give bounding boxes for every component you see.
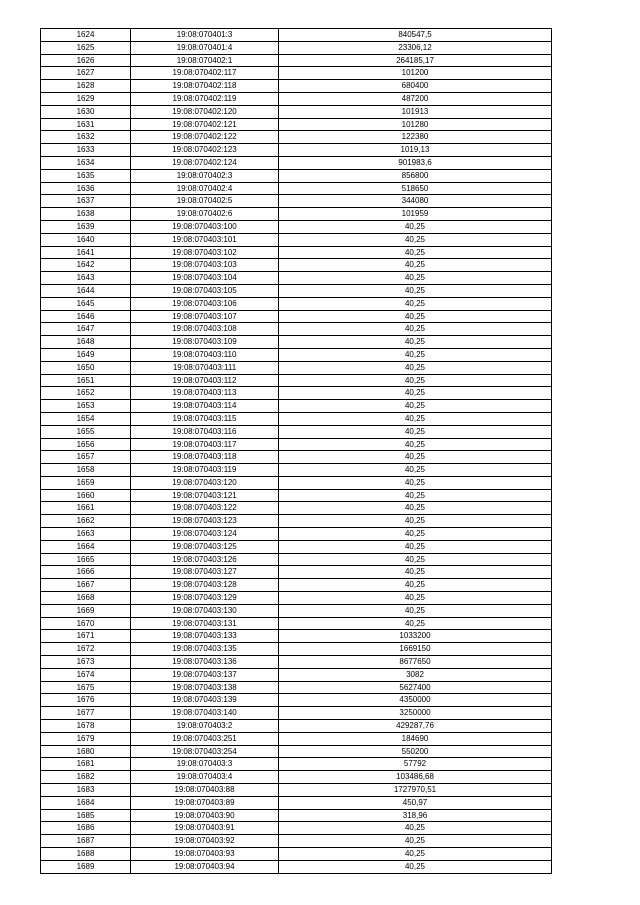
value-cell: 40,25 bbox=[279, 233, 552, 246]
cadastral-number-cell: 19:08:070402:117 bbox=[131, 67, 279, 80]
table-row bbox=[41, 732, 552, 745]
value-cell: 57792 bbox=[279, 758, 552, 771]
row-number-cell: 1673 bbox=[41, 656, 131, 669]
table-row bbox=[41, 156, 552, 169]
table-row bbox=[41, 771, 552, 784]
table-row bbox=[41, 707, 552, 720]
cadastral-number-cell: 19:08:070403:110 bbox=[131, 348, 279, 361]
row-number-cell: 1626 bbox=[41, 54, 131, 67]
table-row bbox=[41, 464, 552, 477]
cadastral-number-cell: 19:08:070403:90 bbox=[131, 809, 279, 822]
value-cell: 680400 bbox=[279, 80, 552, 93]
cadastral-number-cell: 19:08:070403:105 bbox=[131, 284, 279, 297]
row-number-cell: 1686 bbox=[41, 822, 131, 835]
value-cell: 40,25 bbox=[279, 489, 552, 502]
cadastral-number-cell: 19:08:070402:120 bbox=[131, 105, 279, 118]
cadastral-number-cell: 19:08:070403:2 bbox=[131, 720, 279, 733]
cadastral-number-cell: 19:08:070403:92 bbox=[131, 835, 279, 848]
value-cell: 344080 bbox=[279, 195, 552, 208]
row-number-cell: 1667 bbox=[41, 579, 131, 592]
table-row bbox=[41, 233, 552, 246]
value-cell: 40,25 bbox=[279, 617, 552, 630]
cadastral-number-cell: 19:08:070403:111 bbox=[131, 361, 279, 374]
row-number-cell: 1640 bbox=[41, 233, 131, 246]
value-cell: 40,25 bbox=[279, 425, 552, 438]
table-row bbox=[41, 336, 552, 349]
row-number-cell: 1636 bbox=[41, 182, 131, 195]
cadastral-number-cell: 19:08:070403:3 bbox=[131, 758, 279, 771]
row-number-cell: 1681 bbox=[41, 758, 131, 771]
table-row bbox=[41, 284, 552, 297]
row-number-cell: 1687 bbox=[41, 835, 131, 848]
table-row bbox=[41, 310, 552, 323]
cadastral-number-cell: 19:08:070402:1 bbox=[131, 54, 279, 67]
value-cell: 40,25 bbox=[279, 348, 552, 361]
row-number-cell: 1655 bbox=[41, 425, 131, 438]
cadastral-number-cell: 19:08:070403:130 bbox=[131, 604, 279, 617]
row-number-cell: 1651 bbox=[41, 374, 131, 387]
value-cell: 840547,5 bbox=[279, 29, 552, 42]
cadastral-number-cell: 19:08:070403:100 bbox=[131, 220, 279, 233]
table-row bbox=[41, 259, 552, 272]
table-row bbox=[41, 144, 552, 157]
table-row bbox=[41, 502, 552, 515]
table-row bbox=[41, 668, 552, 681]
row-number-cell: 1680 bbox=[41, 745, 131, 758]
row-number-cell: 1684 bbox=[41, 796, 131, 809]
cadastral-number-cell: 19:08:070403:138 bbox=[131, 681, 279, 694]
cadastral-number-cell: 19:08:070403:93 bbox=[131, 848, 279, 861]
row-number-cell: 1679 bbox=[41, 732, 131, 745]
cadastral-number-cell: 19:08:070402:118 bbox=[131, 80, 279, 93]
table-row bbox=[41, 617, 552, 630]
cadastral-number-cell: 19:08:070402:124 bbox=[131, 156, 279, 169]
value-cell: 450,97 bbox=[279, 796, 552, 809]
value-cell: 40,25 bbox=[279, 566, 552, 579]
row-number-cell: 1641 bbox=[41, 246, 131, 259]
value-cell: 40,25 bbox=[279, 361, 552, 374]
cadastral-number-cell: 19:08:070403:254 bbox=[131, 745, 279, 758]
cadastral-number-cell: 19:08:070403:140 bbox=[131, 707, 279, 720]
row-number-cell: 1653 bbox=[41, 400, 131, 413]
table-row bbox=[41, 604, 552, 617]
cadastral-number-cell: 19:08:070403:113 bbox=[131, 387, 279, 400]
table-row bbox=[41, 29, 552, 42]
cadastral-number-cell: 19:08:070403:127 bbox=[131, 566, 279, 579]
table-row bbox=[41, 118, 552, 131]
table-row bbox=[41, 361, 552, 374]
row-number-cell: 1669 bbox=[41, 604, 131, 617]
row-number-cell: 1677 bbox=[41, 707, 131, 720]
value-cell: 40,25 bbox=[279, 336, 552, 349]
cadastral-number-cell: 19:08:070403:4 bbox=[131, 771, 279, 784]
table-row bbox=[41, 643, 552, 656]
row-number-cell: 1682 bbox=[41, 771, 131, 784]
cadastral-number-cell: 19:08:070403:126 bbox=[131, 553, 279, 566]
cadastral-number-cell: 19:08:070402:5 bbox=[131, 195, 279, 208]
table-row bbox=[41, 579, 552, 592]
table-row bbox=[41, 745, 552, 758]
cadastral-number-cell: 19:08:070402:119 bbox=[131, 92, 279, 105]
row-number-cell: 1646 bbox=[41, 310, 131, 323]
table-row bbox=[41, 694, 552, 707]
table-row bbox=[41, 848, 552, 861]
value-cell: 40,25 bbox=[279, 579, 552, 592]
value-cell: 550200 bbox=[279, 745, 552, 758]
table-row bbox=[41, 67, 552, 80]
value-cell: 856800 bbox=[279, 169, 552, 182]
table-row bbox=[41, 796, 552, 809]
row-number-cell: 1628 bbox=[41, 80, 131, 93]
row-number-cell: 1649 bbox=[41, 348, 131, 361]
row-number-cell: 1645 bbox=[41, 297, 131, 310]
value-cell: 101913 bbox=[279, 105, 552, 118]
cadastral-number-cell: 19:08:070403:118 bbox=[131, 451, 279, 464]
value-cell: 8677650 bbox=[279, 656, 552, 669]
row-number-cell: 1663 bbox=[41, 528, 131, 541]
value-cell: 40,25 bbox=[279, 246, 552, 259]
value-cell: 101200 bbox=[279, 67, 552, 80]
table-row bbox=[41, 169, 552, 182]
value-cell: 40,25 bbox=[279, 515, 552, 528]
row-number-cell: 1670 bbox=[41, 617, 131, 630]
value-cell: 103486,68 bbox=[279, 771, 552, 784]
table-row bbox=[41, 400, 552, 413]
cadastral-number-cell: 19:08:070403:115 bbox=[131, 412, 279, 425]
table-row bbox=[41, 80, 552, 93]
table-row bbox=[41, 822, 552, 835]
row-number-cell: 1665 bbox=[41, 553, 131, 566]
cadastral-number-cell: 19:08:070403:133 bbox=[131, 630, 279, 643]
value-cell: 122380 bbox=[279, 131, 552, 144]
cadastral-number-cell: 19:08:070403:112 bbox=[131, 374, 279, 387]
cadastral-number-cell: 19:08:070402:123 bbox=[131, 144, 279, 157]
cadastral-number-cell: 19:08:070402:3 bbox=[131, 169, 279, 182]
row-number-cell: 1685 bbox=[41, 809, 131, 822]
value-cell: 1669150 bbox=[279, 643, 552, 656]
table-row bbox=[41, 515, 552, 528]
row-number-cell: 1630 bbox=[41, 105, 131, 118]
cadastral-number-cell: 19:08:070403:114 bbox=[131, 400, 279, 413]
row-number-cell: 1627 bbox=[41, 67, 131, 80]
table-row bbox=[41, 246, 552, 259]
table-row bbox=[41, 553, 552, 566]
cadastral-number-cell: 19:08:070403:103 bbox=[131, 259, 279, 272]
table-row bbox=[41, 323, 552, 336]
cadastral-number-cell: 19:08:070403:123 bbox=[131, 515, 279, 528]
row-number-cell: 1656 bbox=[41, 438, 131, 451]
value-cell: 40,25 bbox=[279, 323, 552, 336]
row-number-cell: 1662 bbox=[41, 515, 131, 528]
value-cell: 40,25 bbox=[279, 220, 552, 233]
row-number-cell: 1624 bbox=[41, 29, 131, 42]
row-number-cell: 1688 bbox=[41, 848, 131, 861]
cadastral-number-cell: 19:08:070403:129 bbox=[131, 592, 279, 605]
row-number-cell: 1629 bbox=[41, 92, 131, 105]
value-cell: 40,25 bbox=[279, 438, 552, 451]
table-body bbox=[41, 29, 552, 874]
cadastral-number-cell: 19:08:070403:89 bbox=[131, 796, 279, 809]
value-cell: 40,25 bbox=[279, 476, 552, 489]
cadastral-value-table bbox=[40, 28, 552, 874]
cadastral-number-cell: 19:08:070403:88 bbox=[131, 784, 279, 797]
cadastral-number-cell: 19:08:070402:121 bbox=[131, 118, 279, 131]
cadastral-number-cell: 19:08:070403:131 bbox=[131, 617, 279, 630]
cadastral-number-cell: 19:08:070403:107 bbox=[131, 310, 279, 323]
value-cell: 40,25 bbox=[279, 451, 552, 464]
value-cell: 23306,12 bbox=[279, 41, 552, 54]
value-cell: 40,25 bbox=[279, 400, 552, 413]
value-cell: 429287,76 bbox=[279, 720, 552, 733]
cadastral-number-cell: 19:08:070403:251 bbox=[131, 732, 279, 745]
row-number-cell: 1642 bbox=[41, 259, 131, 272]
row-number-cell: 1683 bbox=[41, 784, 131, 797]
cadastral-number-cell: 19:08:070403:128 bbox=[131, 579, 279, 592]
value-cell: 1019,13 bbox=[279, 144, 552, 157]
row-number-cell: 1647 bbox=[41, 323, 131, 336]
table-row bbox=[41, 656, 552, 669]
table-row bbox=[41, 272, 552, 285]
row-number-cell: 1637 bbox=[41, 195, 131, 208]
cadastral-number-cell: 19:08:070403:119 bbox=[131, 464, 279, 477]
cadastral-number-cell: 19:08:070403:102 bbox=[131, 246, 279, 259]
row-number-cell: 1638 bbox=[41, 208, 131, 221]
value-cell: 40,25 bbox=[279, 297, 552, 310]
value-cell: 40,25 bbox=[279, 528, 552, 541]
table-row bbox=[41, 540, 552, 553]
value-cell: 1727970,51 bbox=[279, 784, 552, 797]
table-row bbox=[41, 374, 552, 387]
value-cell: 101959 bbox=[279, 208, 552, 221]
row-number-cell: 1658 bbox=[41, 464, 131, 477]
cadastral-number-cell: 19:08:070403:122 bbox=[131, 502, 279, 515]
cadastral-number-cell: 19:08:070403:135 bbox=[131, 643, 279, 656]
table-row bbox=[41, 451, 552, 464]
value-cell: 40,25 bbox=[279, 822, 552, 835]
row-number-cell: 1634 bbox=[41, 156, 131, 169]
row-number-cell: 1671 bbox=[41, 630, 131, 643]
table-row bbox=[41, 438, 552, 451]
row-number-cell: 1657 bbox=[41, 451, 131, 464]
value-cell: 4350000 bbox=[279, 694, 552, 707]
value-cell: 101280 bbox=[279, 118, 552, 131]
cadastral-number-cell: 19:08:070402:6 bbox=[131, 208, 279, 221]
cadastral-number-cell: 19:08:070403:116 bbox=[131, 425, 279, 438]
table-row bbox=[41, 476, 552, 489]
row-number-cell: 1631 bbox=[41, 118, 131, 131]
table-row bbox=[41, 592, 552, 605]
table-row bbox=[41, 860, 552, 873]
row-number-cell: 1666 bbox=[41, 566, 131, 579]
table-row bbox=[41, 835, 552, 848]
table-row bbox=[41, 348, 552, 361]
row-number-cell: 1668 bbox=[41, 592, 131, 605]
value-cell: 40,25 bbox=[279, 604, 552, 617]
row-number-cell: 1678 bbox=[41, 720, 131, 733]
value-cell: 5627400 bbox=[279, 681, 552, 694]
value-cell: 487200 bbox=[279, 92, 552, 105]
value-cell: 184690 bbox=[279, 732, 552, 745]
cadastral-number-cell: 19:08:070403:101 bbox=[131, 233, 279, 246]
value-cell: 40,25 bbox=[279, 553, 552, 566]
value-cell: 264185,17 bbox=[279, 54, 552, 67]
table-row bbox=[41, 195, 552, 208]
table-row bbox=[41, 297, 552, 310]
cadastral-number-cell: 19:08:070403:125 bbox=[131, 540, 279, 553]
value-cell: 3082 bbox=[279, 668, 552, 681]
value-cell: 318,96 bbox=[279, 809, 552, 822]
table-row bbox=[41, 681, 552, 694]
value-cell: 40,25 bbox=[279, 848, 552, 861]
row-number-cell: 1672 bbox=[41, 643, 131, 656]
row-number-cell: 1643 bbox=[41, 272, 131, 285]
row-number-cell: 1661 bbox=[41, 502, 131, 515]
cadastral-number-cell: 19:08:070402:4 bbox=[131, 182, 279, 195]
value-cell: 40,25 bbox=[279, 259, 552, 272]
row-number-cell: 1659 bbox=[41, 476, 131, 489]
row-number-cell: 1674 bbox=[41, 668, 131, 681]
cadastral-number-cell: 19:08:070403:106 bbox=[131, 297, 279, 310]
table-row bbox=[41, 41, 552, 54]
row-number-cell: 1650 bbox=[41, 361, 131, 374]
table-row bbox=[41, 489, 552, 502]
value-cell: 40,25 bbox=[279, 502, 552, 515]
value-cell: 40,25 bbox=[279, 540, 552, 553]
value-cell: 3250000 bbox=[279, 707, 552, 720]
value-cell: 40,25 bbox=[279, 860, 552, 873]
value-cell: 40,25 bbox=[279, 310, 552, 323]
cadastral-number-cell: 19:08:070403:104 bbox=[131, 272, 279, 285]
row-number-cell: 1625 bbox=[41, 41, 131, 54]
row-number-cell: 1632 bbox=[41, 131, 131, 144]
value-cell: 901983,6 bbox=[279, 156, 552, 169]
row-number-cell: 1689 bbox=[41, 860, 131, 873]
value-cell: 1033200 bbox=[279, 630, 552, 643]
table-row bbox=[41, 809, 552, 822]
table-row bbox=[41, 566, 552, 579]
cadastral-number-cell: 19:08:070402:122 bbox=[131, 131, 279, 144]
table-row bbox=[41, 54, 552, 67]
cadastral-number-cell: 19:08:070401:3 bbox=[131, 29, 279, 42]
table-row bbox=[41, 105, 552, 118]
table-row bbox=[41, 412, 552, 425]
row-number-cell: 1654 bbox=[41, 412, 131, 425]
table-row bbox=[41, 425, 552, 438]
cadastral-number-cell: 19:08:070403:137 bbox=[131, 668, 279, 681]
table-row bbox=[41, 528, 552, 541]
value-cell: 40,25 bbox=[279, 835, 552, 848]
cadastral-number-cell: 19:08:070403:136 bbox=[131, 656, 279, 669]
cadastral-number-cell: 19:08:070403:139 bbox=[131, 694, 279, 707]
cadastral-number-cell: 19:08:070403:108 bbox=[131, 323, 279, 336]
row-number-cell: 1664 bbox=[41, 540, 131, 553]
row-number-cell: 1633 bbox=[41, 144, 131, 157]
table-row bbox=[41, 182, 552, 195]
table-row bbox=[41, 758, 552, 771]
cadastral-number-cell: 19:08:070403:117 bbox=[131, 438, 279, 451]
value-cell: 40,25 bbox=[279, 272, 552, 285]
cadastral-number-cell: 19:08:070403:124 bbox=[131, 528, 279, 541]
cadastral-number-cell: 19:08:070403:121 bbox=[131, 489, 279, 502]
cadastral-number-cell: 19:08:070403:109 bbox=[131, 336, 279, 349]
row-number-cell: 1639 bbox=[41, 220, 131, 233]
table-row bbox=[41, 784, 552, 797]
row-number-cell: 1676 bbox=[41, 694, 131, 707]
value-cell: 40,25 bbox=[279, 374, 552, 387]
value-cell: 40,25 bbox=[279, 412, 552, 425]
row-number-cell: 1648 bbox=[41, 336, 131, 349]
row-number-cell: 1675 bbox=[41, 681, 131, 694]
table-row bbox=[41, 220, 552, 233]
row-number-cell: 1635 bbox=[41, 169, 131, 182]
table-row bbox=[41, 630, 552, 643]
value-cell: 40,25 bbox=[279, 284, 552, 297]
cadastral-number-cell: 19:08:070403:91 bbox=[131, 822, 279, 835]
row-number-cell: 1660 bbox=[41, 489, 131, 502]
table-row bbox=[41, 208, 552, 221]
value-cell: 40,25 bbox=[279, 464, 552, 477]
table-row bbox=[41, 720, 552, 733]
table-row bbox=[41, 92, 552, 105]
row-number-cell: 1652 bbox=[41, 387, 131, 400]
value-cell: 518650 bbox=[279, 182, 552, 195]
cadastral-number-cell: 19:08:070401:4 bbox=[131, 41, 279, 54]
cadastral-number-cell: 19:08:070403:120 bbox=[131, 476, 279, 489]
table-row bbox=[41, 131, 552, 144]
row-number-cell: 1644 bbox=[41, 284, 131, 297]
value-cell: 40,25 bbox=[279, 387, 552, 400]
value-cell: 40,25 bbox=[279, 592, 552, 605]
table-row bbox=[41, 387, 552, 400]
cadastral-number-cell: 19:08:070403:94 bbox=[131, 860, 279, 873]
